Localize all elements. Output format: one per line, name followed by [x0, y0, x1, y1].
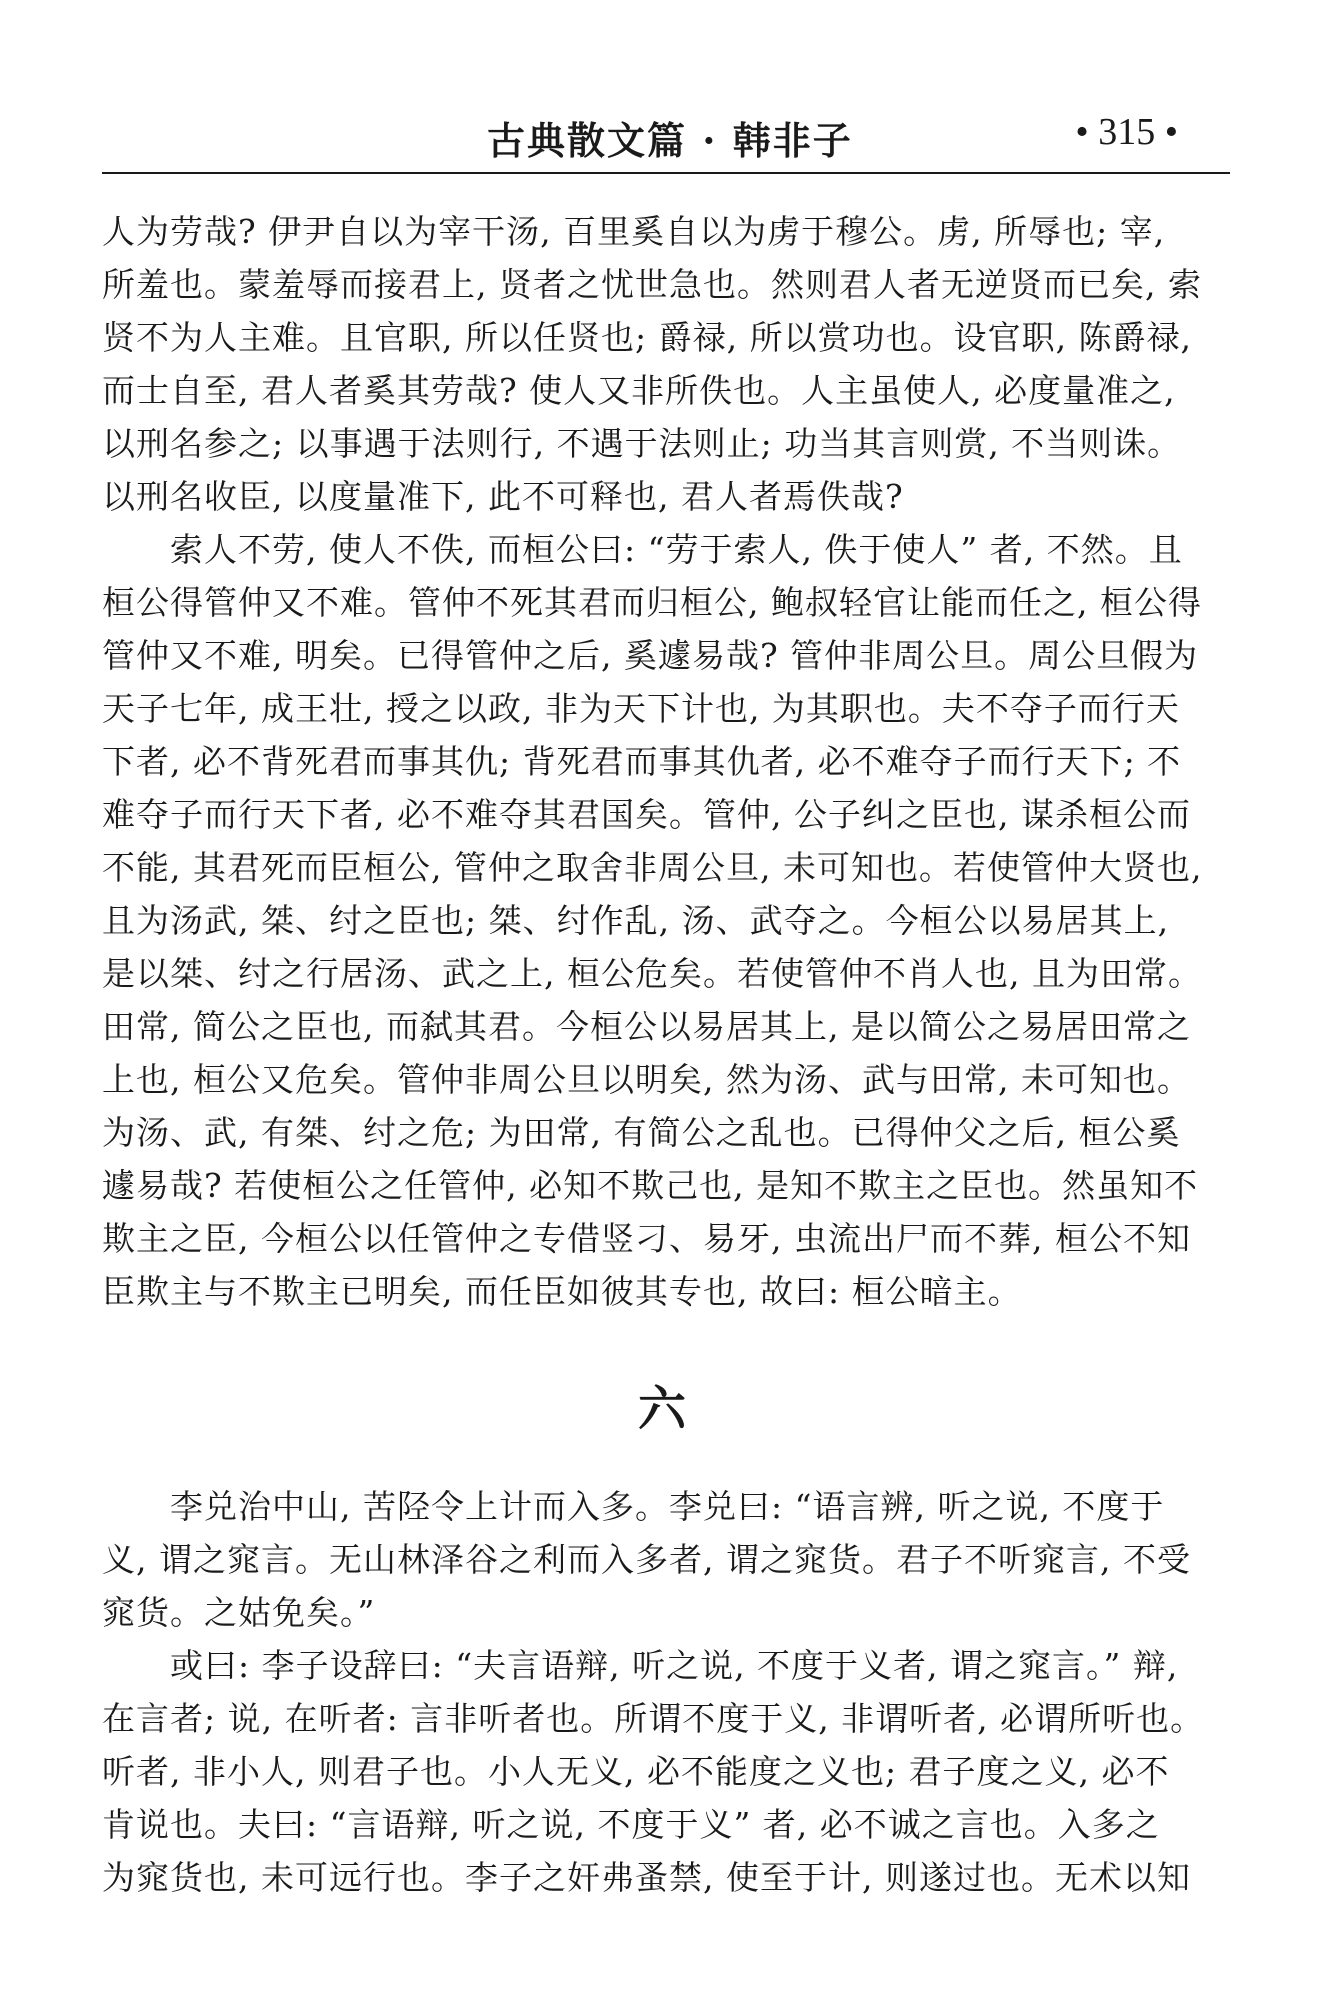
text-line: 李兑治中山, 苦陉令上计而入多。李兑曰: “语言辨, 听之说, 不度于	[102, 1487, 1165, 1526]
text-line: 或曰: 李子设辞曰: “夫言语辩, 听之说, 不度于义者, 谓之窕言。” 辩,	[102, 1646, 1179, 1685]
text-line: 贤不为人主难。且官职, 所以任贤也; 爵禄, 所以赏功也。设官职, 陈爵禄,	[102, 318, 1193, 357]
text-line: 遽易哉? 若使桓公之任管仲, 必知不欺己也, 是知不欺主之臣也。然虽知不	[102, 1166, 1199, 1205]
text-line: 不能, 其君死而臣桓公, 管仲之取舍非周公旦, 未可知也。若使管仲大贤也,	[102, 848, 1203, 887]
text-line: 上也, 桓公又危矣。管仲非周公旦以明矣, 然为汤、武与田常, 未可知也。	[102, 1060, 1191, 1099]
text-line: 为窕货也, 未可远行也。李子之奸弗蚤禁, 使至于计, 则遂过也。无术以知	[102, 1858, 1191, 1897]
text-line: 是以桀、纣之行居汤、武之上, 桓公危矣。若使管仲不肖人也, 且为田常。	[102, 954, 1202, 993]
text-line: 田常, 简公之臣也, 而弑其君。今桓公以易居其上, 是以简公之易居田常之	[102, 1007, 1191, 1046]
section-1-text	[102, 205, 1230, 1318]
text-line: 臣欺主与不欺主已明矣, 而任臣如彼其专也, 故曰: 桓公暗主。	[102, 1272, 1022, 1311]
text-line: 以刑名收臣, 以度量准下, 此不可释也, 君人者焉佚哉?	[102, 477, 904, 516]
text-line: 桓公得管仲又不难。管仲不死其君而归桓公, 鲍叔轻官让能而任之, 桓公得	[102, 583, 1202, 622]
text-line: 且为汤武, 桀、纣之臣也; 桀、纣作乱, 汤、武夺之。今桓公以易居其上,	[102, 901, 1170, 940]
text-line: 难夺子而行天下者, 必不难夺其君国矣。管仲, 公子纠之臣也, 谋杀桓公而	[102, 795, 1191, 834]
header-title: 古典散文篇 · 韩非子	[487, 118, 853, 163]
text-line: 欺主之臣, 今桓公以任管仲之专借竖刁、易牙, 虫流出尸而不葬, 桓公不知	[102, 1219, 1191, 1258]
running-header	[102, 98, 1230, 174]
text-line: 肯说也。夫曰: “言语辩, 听之说, 不度于义” 者, 必不诚之言也。入多之	[102, 1805, 1160, 1844]
text-line: 听者, 非小人, 则君子也。小人无义, 必不能度之义也; 君子度之义, 必不	[102, 1752, 1170, 1791]
text-line: 下者, 必不背死君而事其仇; 背死君而事其仇者, 必不难夺子而行天下; 不	[102, 742, 1182, 781]
text-line: 以刑名参之; 以事遇于法则行, 不遇于法则止; 功当其言则赏, 不当则诛。	[102, 424, 1182, 463]
text-line: 窕货。之姑免矣。”	[102, 1593, 376, 1632]
text-line: 在言者; 说, 在听者: 言非听者也。所谓不度于义, 非谓听者, 必谓所听也。	[102, 1699, 1205, 1738]
section-heading: 六	[637, 1381, 686, 1437]
text-line: 所羞也。蒙羞辱而接君上, 贤者之忧世急也。然则君人者无逆贤而已矣, 索	[102, 265, 1202, 304]
page-number: • 315 •	[1075, 111, 1178, 153]
text-line: 索人不劳, 使人不佚, 而桓公曰: “劳于索人, 佚于使人” 者, 不然。且	[102, 530, 1183, 569]
text-line: 天子七年, 成王壮, 授之以政, 非为天下计也, 为其职也。夫不夺子而行天	[102, 689, 1180, 728]
text-line: 义, 谓之窕言。无山林泽谷之利而入多者, 谓之窕货。君子不听窕言, 不受	[102, 1540, 1191, 1579]
text-line: 管仲又不难, 明矣。已得管仲之后, 奚遽易哉? 管仲非周公旦。周公旦假为	[102, 636, 1199, 675]
text-line: 人为劳哉? 伊尹自以为宰干汤, 百里奚自以为虏于穆公。虏, 所辱也; 宰,	[102, 212, 1166, 251]
section-2-text	[102, 1480, 1230, 1904]
text-line: 为汤、武, 有桀、纣之危; 为田常, 有简公之乱也。已得仲父之后, 桓公奚	[102, 1113, 1181, 1152]
text-line: 而士自至, 君人者奚其劳哉? 使人又非所佚也。人主虽使人, 必度量准之,	[102, 371, 1176, 410]
